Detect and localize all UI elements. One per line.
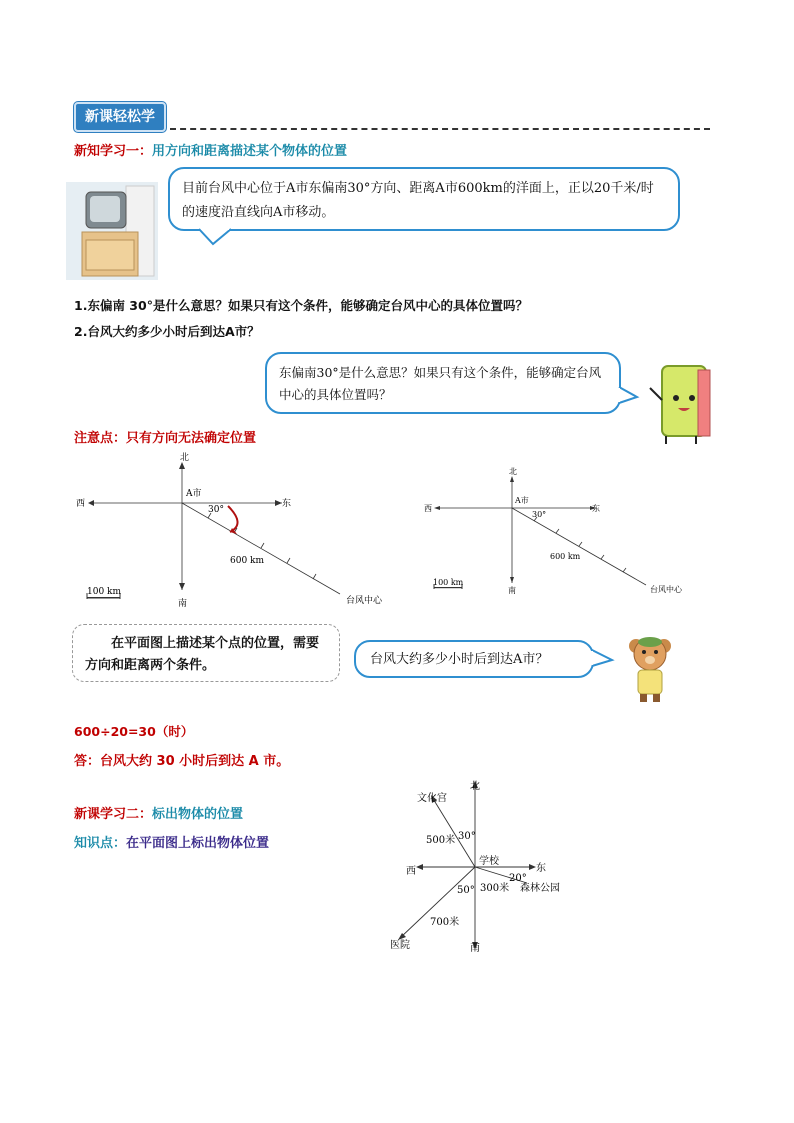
speech-bubble-1 [168,167,680,231]
label-south: 南 [178,599,188,609]
label-east: 东 [592,504,600,513]
answer-text: 答：台风大约 30 小时后到达 A 市。 [74,754,290,769]
label-scale: 100 km [87,587,122,597]
school-map [390,775,590,960]
map-label-culture: 文化宫 [417,793,447,804]
knowledge-prefix: 知识点： [74,836,127,851]
section-tag: 新课轻松学 [74,102,166,132]
topic1-heading [74,140,347,159]
label-west: 西 [76,499,86,509]
map-label-hospital-angle: 50° [457,885,475,896]
topic1-prefix: 新知学习一： [74,144,153,159]
label-east: 东 [282,499,292,509]
label-south: 南 [508,586,516,595]
direction-diagram-1 [70,448,410,613]
topic2-heading [74,803,243,822]
typhoon-line [182,503,340,594]
label-angle: 30° [532,510,547,519]
knowledge-text: 在平面图上标出物体位置 [126,836,270,851]
map-label-culture-dist: 500米 [426,835,456,846]
bear-character [626,632,674,704]
label-scale: 100 km [433,578,464,587]
speech-bubble-3 [354,640,594,678]
bubble2-tail [617,385,641,407]
map-label-north: 北 [470,781,480,792]
map-label-west: 西 [406,866,416,877]
map-label-east: 东 [536,863,546,874]
tv-illustration [66,182,158,280]
map-label-park-dist: 300米 [480,883,510,894]
label-north: 北 [180,453,190,463]
bubble1-text: 目前台风中心位于A市东偏南30°方向、距离A市600km的洋面上，正以20千米/时的速度沿直线向A市移动。 [182,181,654,220]
dashed-note-box [72,624,340,682]
label-north: 北 [509,467,517,476]
map-label-park: 森林公园 [520,883,560,894]
label-city: A市 [186,489,202,499]
label-west: 西 [424,504,432,513]
knowledge-point [74,832,269,851]
bubble3-tail [590,648,616,670]
label-typhoon: 台风中心 [650,585,682,594]
question-1: 1.东偏南 30°是什么意思？如果只有这个条件，能够确定台风中心的具体位置吗？ [74,298,528,313]
note-text: 注意点：只有方向无法确定位置 [74,431,257,446]
bubble3-text: 台风大约多少小时后到达A市？ [370,652,549,667]
label-distance: 600 km [550,552,581,561]
map-label-south: 南 [470,943,480,954]
map-label-culture-angle: 30° [458,831,476,842]
section-divider [170,128,710,130]
label-typhoon: 台风中心 [346,596,383,606]
dashed-note-text: 在平面图上描述某个点的位置，需要方向和距离两个条件。 [85,636,320,673]
topic2-prefix: 新课学习二： [74,807,153,822]
bubble2-text: 东偏南30°是什么意思？如果只有这个条件，能够确定台风中心的具体位置吗？ [279,365,602,402]
topic1-title: 用方向和距离描述某个物体的位置 [152,144,348,159]
label-city: A市 [515,496,529,505]
map-label-park-angle: 20° [509,873,527,884]
calculation: 600÷20=30（时） [74,724,194,739]
book-character [646,360,722,444]
topic2-title: 标出物体的位置 [152,807,244,822]
angle-arrow [228,506,238,532]
label-angle: 30° [208,505,224,515]
map-label-school: 学校 [479,856,499,867]
question-2: 2.台风大约多少小时后到达A市？ [74,324,260,339]
bubble1-tail [195,228,235,246]
direction-diagram-2 [420,463,700,598]
map-label-hospital: 医院 [390,940,410,951]
map-label-hospital-dist: 700米 [430,917,460,928]
typhoon-line [512,508,646,585]
label-distance: 600 km [230,556,265,566]
speech-bubble-2 [265,352,621,414]
